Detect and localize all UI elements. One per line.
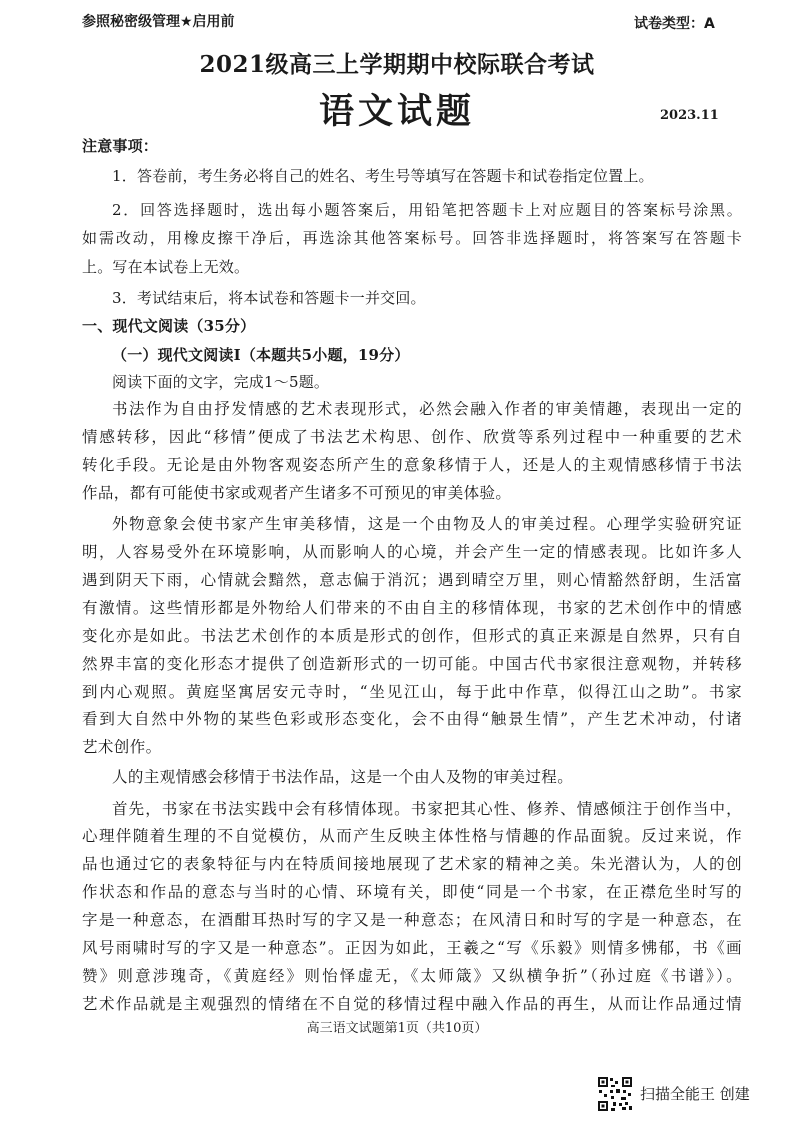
passage-line: 首先，书家在书法实践中会有移情体现。书家把其心性、修养、情感倾注于创作当中， xyxy=(112,800,742,818)
passage-line: 人的主观情感会移情于书法作品，这是一个由人及物的审美过程。 xyxy=(112,768,574,786)
page-footer: 高三语文试题第1页（共10页） xyxy=(306,1021,488,1036)
passage-line: 到内心观照。黄庭坚寓居安元寺时，“坐见江山，每于此中作草，似得江山之助”。书家 xyxy=(82,683,742,701)
passage-line: 品也通过它的表象特征与内在特质间接地展现了艺术家的精神之美。朱光潜认为，人的创 xyxy=(82,855,742,873)
exam-date: 2023.11 xyxy=(660,108,719,123)
passage-line: 明，人容易受外在环境影响，从而影响人的心境，并会产生一定的情感表现。比如许多人 xyxy=(82,543,742,561)
notice-title: 注意事项： xyxy=(82,137,159,155)
passage-line: 赞》则意涉瑰奇，《黄庭经》则怡怿虚无，《太师箴》又纵横争折”（孙过庭《书谱》）。 xyxy=(82,967,742,985)
scanner-watermark: 扫描全能王 创建 xyxy=(640,1085,750,1103)
passage-line: 转化手段。无论是由外物客观姿态所产生的意象移情于人，还是人的主观情感移情于书法 xyxy=(82,456,742,474)
passage-line: 书法作为自由抒发情感的艺术表现形式，必然会融入作者的审美情趣，表现出一定的 xyxy=(112,400,742,418)
passage-line: 情感转移，因此“移情”便成了书法艺术构思、创作、欣赏等系列过程中一种重要的艺术 xyxy=(82,428,742,446)
passage-line: 作品，都有可能使书家或观者产生诸多不可预见的审美体验。 xyxy=(82,484,512,502)
section-title: 一、现代文阅读（35分） xyxy=(82,317,256,335)
passage-line: 变化亦是如此。书法艺术创作的本质是形式的创作，但形式的真正来源是自然界，只有自 xyxy=(82,627,742,645)
passage-line: 艺术作品就是主观强烈的情绪在不自觉的移情过程中融入作品的再生，从而让作品通过情 xyxy=(82,995,742,1013)
passage-line: 艺术创作。 xyxy=(82,738,162,756)
notice-line: 2．回答选择题时，选出每小题答案后，用铅笔把答题卡上对应题目的答案标号涂黑。 xyxy=(112,201,742,219)
confidential-label: 参照秘密级管理★启用前 xyxy=(82,14,235,30)
passage-line: 字是一种意态，在酒酣耳热时写的字又是一种意态；在风清日和时写的字是一种意态，在 xyxy=(82,911,742,929)
passage-line: 风号雨啸时写的字又是一种意态”。正因为如此，王羲之“写《乐毅》则情多怫郁，书《画 xyxy=(82,939,742,957)
passage-line: 有激情。这些情形都是外物给人们带来的不由自主的移情体现，书家的艺术创作中的情感 xyxy=(82,599,742,617)
passage-line: 然界丰富的变化形态才提供了创造新形式的一切可能。中国古代书家很注意观物，并转移 xyxy=(82,655,742,673)
passage-line: 心理伴随着生理的不自觉模仿，从而产生反映主体性格与情趣的作品面貌。反过来说，作 xyxy=(82,827,742,845)
notice-line: 1．答卷前，考生务必将自己的姓名、考生号等填写在答题卡和试卷指定位置上。 xyxy=(112,167,654,185)
passage-line: 外物意象会使书家产生审美移情，这是一个由物及人的审美过程。心理学实验研究证 xyxy=(112,515,742,533)
passage-line: 作状态和作品的意态与当时的心情、环境有关，即使“同是一个书家，在正襟危坐时写的 xyxy=(82,883,742,901)
reading-instruction: 阅读下面的文字，完成1～5题。 xyxy=(112,373,330,391)
notice-line: 上。写在本试卷上无效。 xyxy=(82,258,250,276)
notice-line: 3．考试结束后，将本试卷和答题卡一并交回。 xyxy=(112,289,426,307)
exam-title: 2021级高三上学期期中校际联合考试 xyxy=(199,51,595,78)
paper-type-label: 试卷类型：A xyxy=(634,16,715,32)
subject-title: 语文试题 xyxy=(318,91,475,132)
passage-line: 遇到阴天下雨，心情就会黯然，意志偏于消沉；遇到晴空万里，则心情豁然舒朗，生活富 xyxy=(82,571,742,589)
passage-line: 看到大自然中外物的某些色彩或形态变化，会不由得“触景生情”，产生艺术冲动，付诸 xyxy=(82,710,742,728)
subsection-title: （一）现代文阅读Ⅰ（本题共5小题，19分） xyxy=(112,346,410,364)
qr-code-icon xyxy=(597,1076,633,1112)
notice-line: 如需改动，用橡皮擦干净后，再选涂其他答案标号。回答非选择题时，将答案写在答题卡 xyxy=(82,229,742,247)
